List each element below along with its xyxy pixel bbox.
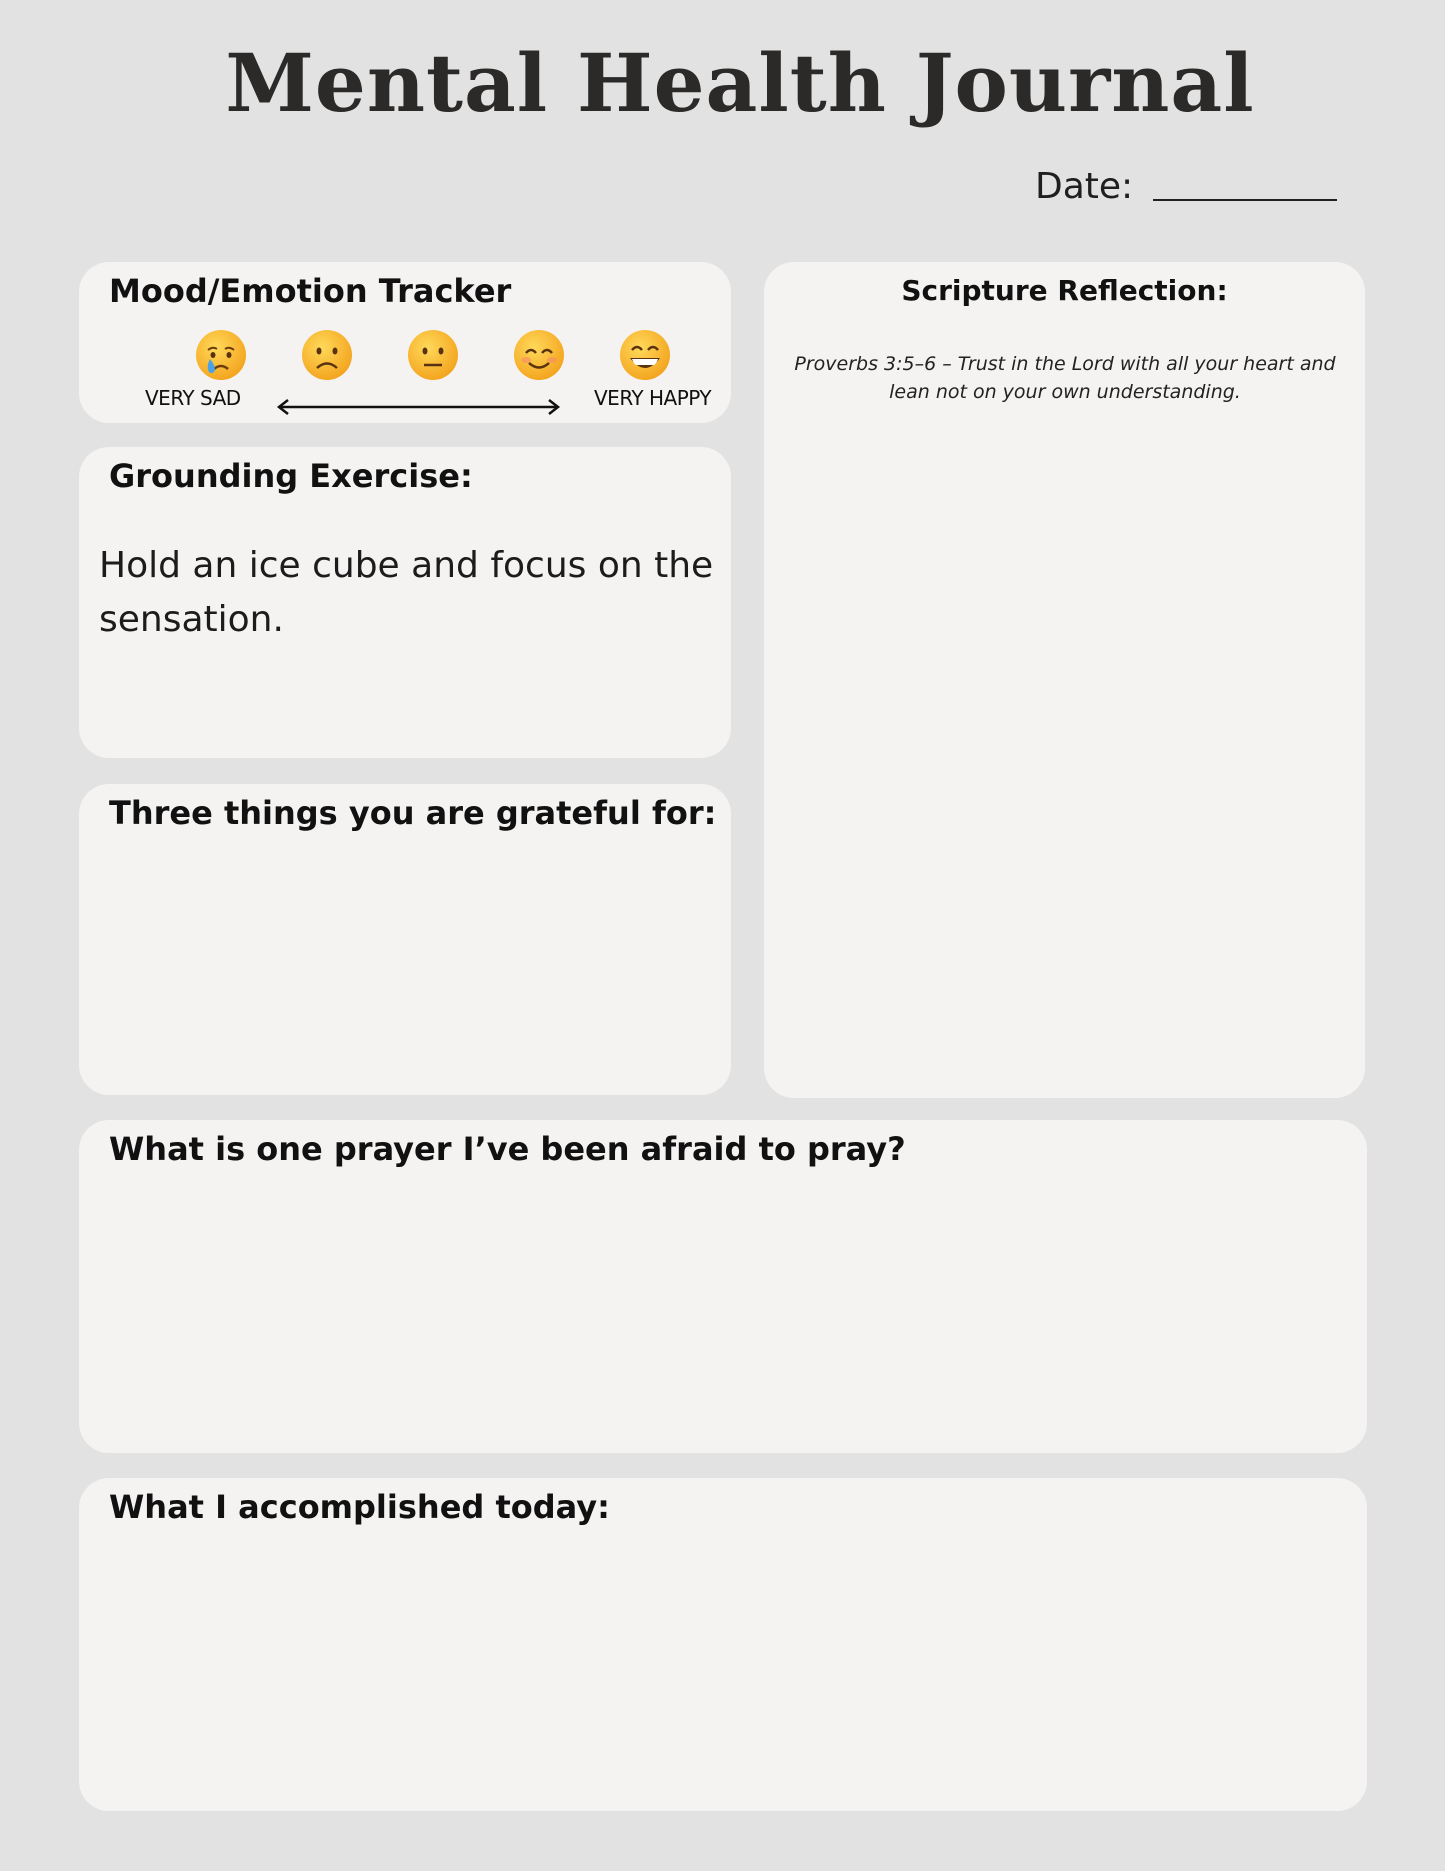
grounding-exercise-card [79,447,731,758]
frowning-face-icon[interactable] [300,328,354,382]
grounding-exercise-title: Grounding Exercise: [109,457,473,495]
mood-tracker-title: Mood/Emotion Tracker [109,272,512,310]
date-label: Date: [1035,166,1134,207]
accomplished-card[interactable] [79,1478,1367,1811]
date-blank-line[interactable] [1153,199,1337,201]
prayer-card[interactable] [79,1120,1367,1453]
scripture-reflection-card[interactable] [764,262,1365,1098]
grounding-exercise-text: Hold an ice cube and focus on the sensation. [99,545,714,640]
mood-tracker-card [79,262,731,423]
smiling-face-icon[interactable] [512,328,566,382]
scripture-reflection-title: Scripture Reflection: [901,274,1228,307]
date-row [1035,166,1337,207]
prayer-title: What is one prayer I’ve been afraid to pray? [109,1130,906,1168]
neutral-face-icon[interactable] [406,328,460,382]
very-sad-label: VERY SAD [145,386,241,410]
gratitude-card[interactable] [79,784,731,1095]
gratitude-title: Three things you are grateful for: [109,794,717,832]
mood-scale-arrow [276,397,561,417]
scripture-verse: Proverbs 3:5–6 – Trust in the Lord with all your heart and lean not on your own understanding. [794,353,1336,403]
very-happy-label: VERY HAPPY [594,386,712,410]
accomplished-title: What I accomplished today: [109,1488,610,1526]
grinning-face-icon[interactable] [618,328,672,382]
crying-face-icon[interactable] [194,328,248,382]
page-title: Mental Health Journal [225,36,1255,130]
